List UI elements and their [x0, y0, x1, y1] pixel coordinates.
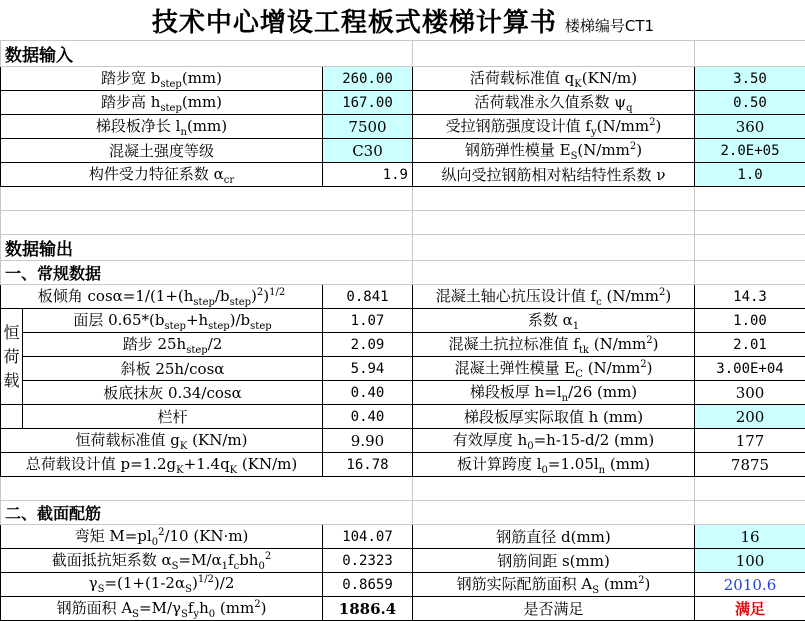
stair-id: 楼梯编号CT1 — [565, 17, 654, 35]
moment-label: 弯矩 $M=pl_0^2/10$ (KN·m) — [1, 525, 323, 549]
gk-label: 恒荷载标准值 $g_K$ (KN/m) — [1, 429, 323, 453]
slab-load-value: 5.94 — [323, 357, 413, 381]
p-label: 总荷载设计值 $p=1.2g_K+1.4q_K$ (KN/m) — [1, 453, 323, 477]
p-value: 16.78 — [323, 453, 413, 477]
psi-q-input[interactable]: 0.50 — [695, 91, 805, 115]
alpha-s-label: 截面抵抗矩系数 $\alpha_S=M/\alpha_1f_cbh_0^2$ — [1, 549, 323, 573]
ec-label: 混凝土弹性模量 $E_C$ $(N/mm^2)$ — [413, 357, 695, 381]
concrete-grade-label: 混凝土强度等级 — [1, 139, 323, 163]
moment-value: 104.07 — [323, 525, 413, 549]
fc-value: 14.3 — [695, 285, 805, 309]
railing-label: 栏杆 — [23, 405, 323, 429]
nu-input[interactable]: 1.0 — [695, 163, 805, 187]
cos-alpha-label: 板倾角 $\cos\alpha=1/(1+(h_{step}/b_{step})^2)^{1/2}$ — [1, 285, 323, 309]
nu-label: 纵向受拉钢筋相对粘结特性系数 ν — [413, 163, 695, 187]
ftk-label: 混凝土抗拉标准值 $f_{tk}$ $(N/mm^2)$ — [413, 333, 695, 357]
h0-label: 有效厚度 $h_0=h-15-d/2$ (mm) — [413, 429, 695, 453]
h-calc-value: 300 — [695, 381, 805, 405]
alpha1-label: 系数 $\alpha_1$ — [413, 309, 695, 333]
output-section-header: 数据输出 — [1, 235, 413, 261]
general-section-header: 一、常规数据 — [1, 261, 413, 285]
as-req-value: 1886.4 — [323, 597, 413, 621]
cos-alpha-value: 0.841 — [323, 285, 413, 309]
ok-status-badge: 满足 — [695, 597, 805, 621]
input-section-header: 数据输入 — [1, 41, 413, 67]
gamma-s-value: 0.8659 — [323, 573, 413, 597]
surface-value: 1.07 — [323, 309, 413, 333]
dead-load-vertical-label: 恒 荷 载 — [1, 309, 23, 405]
bar-spacing-label: 钢筋间距 s(mm) — [413, 549, 695, 573]
concrete-grade-input[interactable]: C30 — [323, 139, 413, 163]
alpha-cr-value[interactable]: 1.9 — [323, 163, 413, 187]
page-title: 技术中心增设工程板式楼梯计算书 — [152, 8, 557, 38]
bar-spacing-input[interactable]: 100 — [695, 549, 805, 573]
fy-label: 受拉钢筋强度设计值 $f_y(N/mm^2)$ — [413, 115, 695, 139]
as-actual-value: 2010.6 — [695, 573, 805, 597]
plaster-value: 0.40 — [323, 381, 413, 405]
plaster-label: 板底抹灰 0.34/cosα — [23, 381, 323, 405]
step-width-label: 踏步宽 $b_{step}(mm)$ — [1, 67, 323, 91]
live-load-input[interactable]: 3.50 — [695, 67, 805, 91]
es-label: 钢筋弹性模量 $E_S(N/mm^2)$ — [413, 139, 695, 163]
title-cell — [1, 0, 805, 41]
bar-dia-input[interactable]: 16 — [695, 525, 805, 549]
as-actual-label: 钢筋实际配筋面积 $A_S$ $(mm^2)$ — [413, 573, 695, 597]
step-height-input[interactable]: 167.00 — [323, 91, 413, 115]
fy-input[interactable]: 360 — [695, 115, 805, 139]
fc-label: 混凝土轴心抗压设计值 $f_c$ $(N/mm^2)$ — [413, 285, 695, 309]
step-load-label: 踏步 $25h_{step}/2$ — [23, 333, 323, 357]
ec-value: 3.00E+04 — [695, 357, 805, 381]
gk-value: 9.90 — [323, 429, 413, 453]
ok-label: 是否满足 — [413, 597, 695, 621]
h0-value: 177 — [695, 429, 805, 453]
clear-length-input[interactable]: 7500 — [323, 115, 413, 139]
h-actual-input[interactable]: 200 — [695, 405, 805, 429]
railing-value: 0.40 — [323, 405, 413, 429]
step-width-input[interactable]: 260.00 — [323, 67, 413, 91]
slab-load-label: 斜板 25h/cosα — [23, 357, 323, 381]
as-req-label: 钢筋面积 $A_S=M/\gamma_Sf_yh_0$ $(mm^2)$ — [1, 597, 323, 621]
surface-label: 面层 $0.65*(b_{step}+h_{step})/b_{step}$ — [23, 309, 323, 333]
step-load-value: 2.09 — [323, 333, 413, 357]
l0-label: 板计算跨度 $l_0=1.05l_n$ (mm) — [413, 453, 695, 477]
h-calc-label: 梯段板厚 $h=l_n/26$ (mm) — [413, 381, 695, 405]
clear-length-label: 梯段板净长 $l_n(mm)$ — [1, 115, 323, 139]
h-actual-label: 梯段板厚实际取值 h (mm) — [413, 405, 695, 429]
design-section-header: 二、截面配筋 — [1, 501, 413, 525]
alpha-cr-label: 构件受力特征系数 $\alpha_{cr}$ — [1, 163, 323, 187]
bar-dia-label: 钢筋直径 d(mm) — [413, 525, 695, 549]
l0-value: 7875 — [695, 453, 805, 477]
gamma-s-label: $\gamma_S=(1+(1-2\alpha_S)^{1/2})/2$ — [1, 573, 323, 597]
live-load-label: 活荷载标准值 $q_K(KN/m)$ — [413, 67, 695, 91]
alpha1-value: 1.00 — [695, 309, 805, 333]
es-input[interactable]: 2.0E+05 — [695, 139, 805, 163]
step-height-label: 踏步高 $h_{step}(mm)$ — [1, 91, 323, 115]
alpha-s-value: 0.2323 — [323, 549, 413, 573]
ftk-value: 2.01 — [695, 333, 805, 357]
psi-q-label: 活荷载准永久值系数 $\psi_q$ — [413, 91, 695, 115]
